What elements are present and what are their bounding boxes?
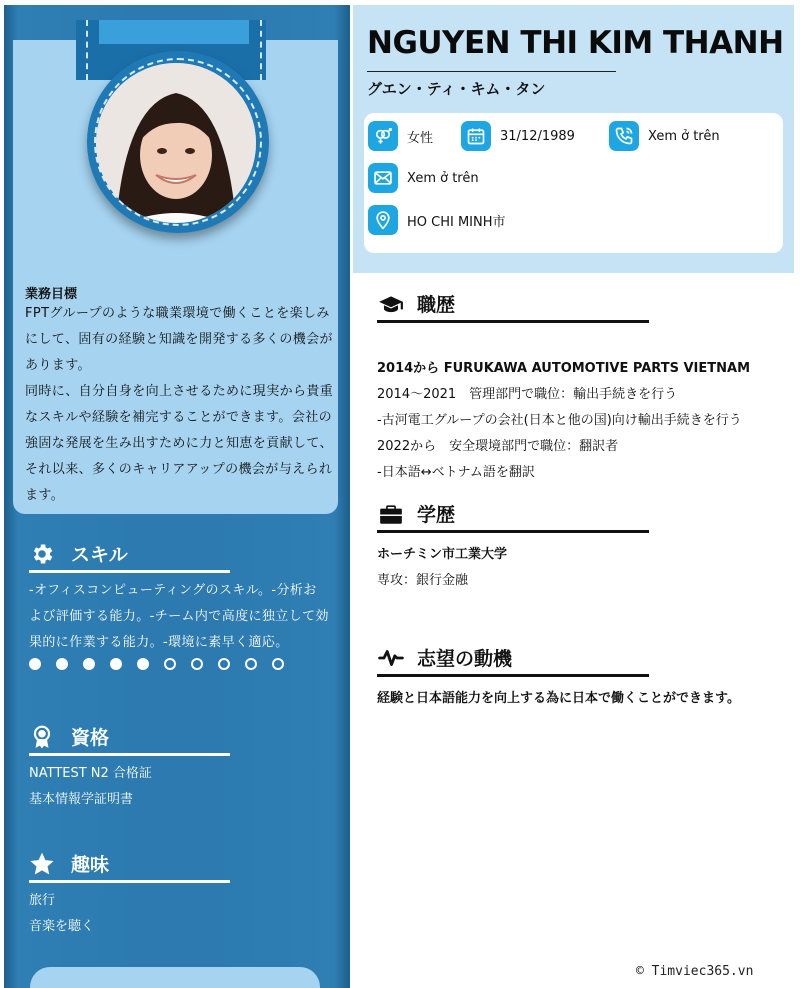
email-info bbox=[368, 163, 479, 193]
candidate-name-kana: グエン・ティ・キム・タン bbox=[367, 80, 546, 98]
birthdate-info bbox=[461, 121, 575, 151]
bottom-decoration bbox=[30, 967, 320, 988]
divider bbox=[367, 71, 616, 72]
phone-info bbox=[609, 121, 720, 151]
list-item: 旅行 bbox=[29, 893, 56, 908]
education-major: 専攻：銀行金融 bbox=[377, 573, 469, 588]
rating-dot bbox=[191, 658, 203, 670]
briefcase-icon bbox=[377, 501, 405, 527]
objective-title: 業務目標 bbox=[25, 287, 78, 302]
motivation-heading bbox=[377, 644, 512, 671]
rating-dot bbox=[218, 658, 230, 670]
rating-dot bbox=[56, 658, 68, 670]
watermark: © Timviec365.vn bbox=[636, 964, 754, 979]
address-value: HO CHI MINH市 bbox=[407, 214, 506, 230]
divider bbox=[377, 320, 649, 323]
phone-icon bbox=[609, 121, 639, 151]
mail-icon bbox=[368, 163, 398, 193]
ribbon-highlight bbox=[99, 20, 249, 44]
rating-dot bbox=[83, 658, 95, 670]
phone-value: Xem ở trên bbox=[648, 128, 720, 144]
education-school: ホーチミン市工業大学 bbox=[377, 547, 508, 562]
objective-paragraph: 同時に、自分自身を向上させるために現実から貴重なスキルや経験を補完することができます。会社の強固な発展を生み出すために力と知恵を貢献して、それ以来、多くのキャリアアップの機会が与えられます。 bbox=[25, 384, 334, 503]
list-item: 基本情報学証明書 bbox=[29, 792, 134, 807]
ribbon-stitch bbox=[260, 20, 264, 80]
hobbies-heading bbox=[29, 850, 109, 877]
divider bbox=[29, 753, 230, 756]
experience-line: -日本語↔ベトナム語を翻訳 bbox=[377, 465, 535, 480]
birthdate-value: 31/12/1989 bbox=[500, 128, 575, 144]
skills-text: -オフィスコンピューティングのスキル。-分析および評価する能力。-チーム内で高度に独立して効果的に作業する能力。-環境に素早く適応。 bbox=[29, 583, 329, 650]
gender-icon bbox=[368, 121, 398, 151]
experience-company: 2014から FURUKAWA AUTOMOTIVE PARTS VIETNAM bbox=[377, 361, 751, 376]
list-item: NATTEST N2 合格証 bbox=[29, 766, 152, 781]
gear-icon bbox=[29, 541, 55, 567]
certificates-list bbox=[29, 761, 152, 813]
hobbies-title: 趣味 bbox=[71, 854, 110, 876]
rating-dot bbox=[164, 658, 176, 670]
divider bbox=[29, 880, 230, 883]
certificates-heading bbox=[29, 723, 109, 750]
address-info bbox=[368, 205, 506, 235]
experience-line: 2022から 安全環境部門で職位：翻訳者 bbox=[377, 439, 619, 454]
star-icon bbox=[29, 851, 55, 877]
education-title: 学歴 bbox=[417, 504, 456, 526]
objective-paragraph: FPTグループのような職業環境で働くことを楽しみにして、固有の経験と知識を開発する多くの機会があります。 bbox=[25, 306, 333, 373]
hobbies-list bbox=[29, 888, 94, 940]
education-body bbox=[377, 542, 507, 594]
list-item: 音楽を聴く bbox=[29, 919, 95, 934]
skills-title: スキル bbox=[71, 544, 128, 566]
education-heading bbox=[377, 500, 455, 527]
gender-value: 女性 bbox=[407, 130, 434, 146]
calendar-icon bbox=[461, 121, 491, 151]
pulse-icon bbox=[377, 645, 405, 671]
experience-heading bbox=[377, 290, 455, 317]
experience-body bbox=[377, 356, 750, 486]
left-column bbox=[4, 5, 350, 988]
rating-dot bbox=[29, 658, 41, 670]
gender-info bbox=[368, 121, 433, 151]
motivation-title: 志望の動機 bbox=[417, 648, 513, 670]
avatar bbox=[96, 63, 256, 223]
objective-text bbox=[25, 301, 334, 509]
experience-line: 2014～2021 管理部門で職位：輸出手続きを行う bbox=[377, 387, 678, 402]
rating-dot bbox=[245, 658, 257, 670]
certificates-title: 資格 bbox=[71, 727, 110, 749]
divider bbox=[377, 674, 649, 677]
divider bbox=[29, 570, 230, 573]
graduation-cap-icon bbox=[377, 291, 405, 317]
ribbon-stitch bbox=[86, 20, 90, 80]
candidate-name: NGUYEN THI KIM THANH bbox=[367, 25, 784, 61]
divider bbox=[377, 530, 649, 533]
experience-line: -古河電工グループの会社(日本と他の国)向け輸出手続きを行う bbox=[377, 413, 742, 428]
location-icon bbox=[368, 205, 398, 235]
rating-dot bbox=[272, 658, 284, 670]
motivation-text: 経験と日本語能力を向上する為に日本で働くことができます。 bbox=[377, 691, 740, 706]
email-value: Xem ở trên bbox=[407, 170, 479, 186]
rating-dot bbox=[137, 658, 149, 670]
experience-title: 職歴 bbox=[417, 294, 456, 316]
award-icon bbox=[29, 724, 55, 750]
skills-heading bbox=[29, 540, 128, 567]
skill-rating bbox=[29, 658, 284, 670]
rating-dot bbox=[110, 658, 122, 670]
